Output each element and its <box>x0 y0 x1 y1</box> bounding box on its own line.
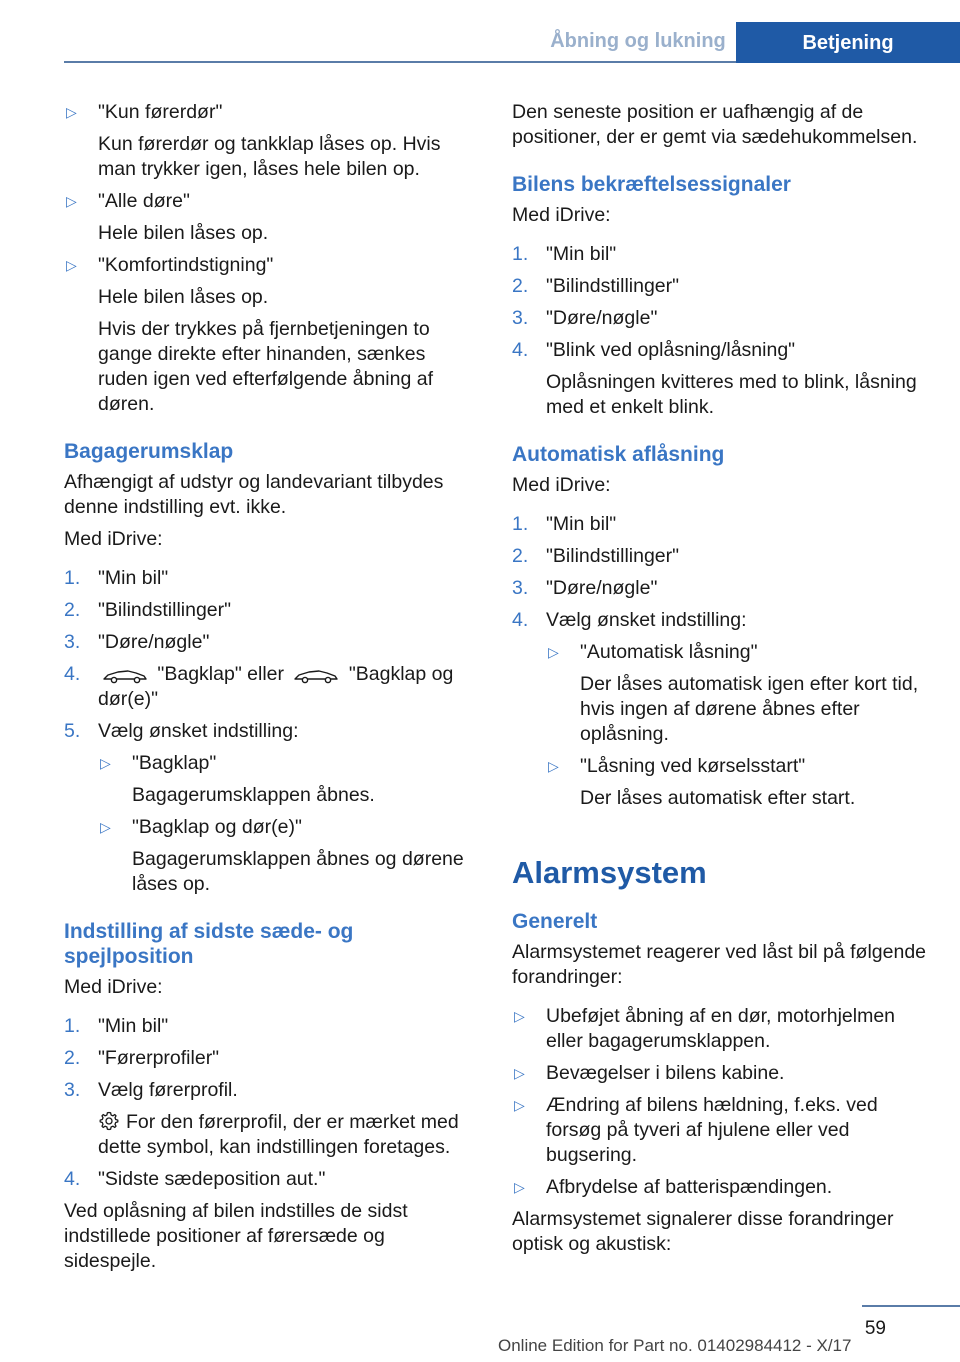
list-item <box>512 1175 930 1200</box>
step-text: "Bilindstillinger" <box>98 599 232 621</box>
option-title: "Alle døre" <box>98 190 190 212</box>
paragraph: Alarmsystemet reagerer ved låst bil på følgende forandringer: <box>512 941 927 988</box>
step-number: 4. <box>64 663 81 685</box>
list-item <box>512 242 930 267</box>
step-number: 4. <box>512 609 529 631</box>
list-item <box>98 815 480 897</box>
list-item <box>64 1014 480 1039</box>
footer-edition: Online Edition for Part no. 01402984412 - X/17 <box>498 1336 852 1355</box>
car-tailgate-doors-icon <box>293 666 339 684</box>
list-item <box>64 662 480 712</box>
triangle-bullet-icon: ▷ <box>514 1097 525 1113</box>
bullet-text: Bevægelser i bilens kabine. <box>546 1062 785 1084</box>
step-number: 1. <box>64 567 81 589</box>
section-heading: Bilens bekræftelsessignaler <box>512 173 791 196</box>
paragraph: Afhængigt af udstyr og landevariant tilbydes denne indstilling evt. ikke. <box>64 471 444 518</box>
header-section-title: Åbning og lukning <box>550 30 726 52</box>
option-title: "Låsning ved kørselsstart" <box>580 755 806 777</box>
step-text: Vælg ønsket indstilling: <box>98 720 299 742</box>
left-column <box>64 100 480 1281</box>
option-title: "Automatisk låsning" <box>580 641 758 663</box>
step-text: "Bagklap og dør(e)" <box>98 663 454 710</box>
step-text: "Førerprofiler" <box>98 1047 220 1069</box>
list-item <box>512 1061 930 1086</box>
section-heading: Automatisk aflåsning <box>512 443 725 466</box>
step-text: "Sidste sædeposition aut." <box>98 1168 326 1190</box>
gear-icon <box>98 1110 120 1132</box>
note <box>98 1110 480 1160</box>
triangle-bullet-icon: ▷ <box>548 644 559 660</box>
list-item <box>64 1167 480 1192</box>
list-item <box>64 189 480 246</box>
step-text: Vælg ønsket indstilling: <box>546 609 747 631</box>
step-text: "Min bil" <box>546 513 617 535</box>
list-item <box>512 512 930 537</box>
step-number: 2. <box>512 545 529 567</box>
option-description: Bagagerumsklappen åbnes. <box>132 784 375 806</box>
list-item <box>64 1046 480 1071</box>
list-item <box>64 1078 480 1160</box>
bullet-text: Afbrydelse af batterispændingen. <box>546 1176 833 1198</box>
option-description: Hvis der trykkes på fjernbetjeningen to gange direkte efter hinanden, sænkes ruden igen ved efterfølgende åbning af døren. <box>98 318 433 415</box>
list-item <box>512 306 930 331</box>
step-number: 4. <box>512 339 529 361</box>
list-item <box>512 274 930 299</box>
list-item <box>64 253 480 417</box>
option-description: Der låses automatisk igen efter kort tid, hvis ingen af dørene åbnes efter oplåsning. <box>580 673 919 745</box>
step-text: "Bilindstillinger" <box>546 545 680 567</box>
step-text: "Bagklap" eller <box>157 663 285 685</box>
list-item <box>512 1093 930 1168</box>
paragraph: Ved oplåsning af bilen indstilles de sidst indstillede positioner af førersæde og sidespejle. <box>64 1200 408 1272</box>
section-heading: Indstilling af sidste sæde- og spejlposition <box>64 920 354 968</box>
step-number: 4. <box>64 1168 81 1190</box>
paragraph: Den seneste position er uafhængig af de positioner, der er gemt via sædehukommelsen. <box>512 101 918 148</box>
triangle-bullet-icon: ▷ <box>100 819 111 835</box>
step-number: 2. <box>64 1047 81 1069</box>
page-number: 59 <box>864 1318 886 1339</box>
list-item <box>98 751 480 808</box>
triangle-bullet-icon: ▷ <box>514 1065 525 1081</box>
step-text: "Min bil" <box>98 567 169 589</box>
step-number: 1. <box>512 243 529 265</box>
step-description: Oplåsningen kvitteres med to blink, låsning med et enkelt blink. <box>546 371 917 418</box>
step-text: "Blink ved oplåsning/låsning" <box>546 339 796 361</box>
list-item <box>546 640 930 747</box>
note-text: For den førerprofil, der er mærket med dette symbol, kan indstillingen foretages. <box>98 1111 459 1158</box>
list-item <box>512 338 930 420</box>
step-text: "Døre/nøgle" <box>546 577 658 599</box>
paragraph: Med iDrive: <box>64 528 163 550</box>
step-text: "Min bil" <box>546 243 617 265</box>
bullet-text: Ændring af bilens hældning, f.eks. ved forsøg på tyveri af hjulene eller ved bugsering. <box>546 1094 878 1166</box>
header-chapter-tab: Betjening <box>736 22 960 63</box>
triangle-bullet-icon: ▷ <box>66 104 77 120</box>
paragraph: Alarmsystemet signalerer disse forandringer optisk og akustisk: <box>512 1208 894 1255</box>
step-number: 3. <box>512 307 529 329</box>
triangle-bullet-icon: ▷ <box>514 1179 525 1195</box>
list-item <box>512 576 930 601</box>
list-item <box>512 544 930 569</box>
option-title: "Kun førerdør" <box>98 101 223 123</box>
paragraph: Med iDrive: <box>512 474 611 496</box>
list-item <box>64 100 480 182</box>
option-description: Hele bilen låses op. <box>98 222 269 244</box>
step-text: Vælg førerprofil. <box>98 1079 238 1101</box>
car-tailgate-icon <box>102 666 148 684</box>
step-number: 5. <box>64 720 81 742</box>
step-number: 2. <box>64 599 81 621</box>
right-column <box>512 100 930 1264</box>
option-description: Hele bilen låses op. <box>98 286 269 308</box>
footer-rule <box>862 1305 960 1307</box>
list-item <box>546 754 930 811</box>
list-item <box>64 598 480 623</box>
paragraph: Med iDrive: <box>64 976 163 998</box>
list-item <box>512 608 930 811</box>
chapter-heading: Alarmsystem <box>512 855 707 890</box>
step-number: 3. <box>64 631 81 653</box>
list-item <box>64 566 480 591</box>
option-title: "Komfortindstigning" <box>98 254 274 276</box>
triangle-bullet-icon: ▷ <box>514 1008 525 1024</box>
triangle-bullet-icon: ▷ <box>548 758 559 774</box>
option-description: Der låses automatisk efter start. <box>580 787 856 809</box>
option-title: "Bagklap og dør(e)" <box>132 816 302 838</box>
step-text: "Døre/nøgle" <box>546 307 658 329</box>
step-text: "Døre/nøgle" <box>98 631 210 653</box>
bullet-text: Ubeføjet åbning af en dør, motorhjelmen eller bagagerumsklappen. <box>546 1005 896 1052</box>
triangle-bullet-icon: ▷ <box>100 755 111 771</box>
list-item <box>512 1004 930 1054</box>
option-description: Bagagerumsklappen åbnes og dørene låses op. <box>132 848 464 895</box>
step-text: "Bilindstillinger" <box>546 275 680 297</box>
section-heading: Generelt <box>512 910 598 933</box>
step-text: "Min bil" <box>98 1015 169 1037</box>
step-number: 3. <box>512 577 529 599</box>
section-heading: Bagagerumsklap <box>64 440 234 463</box>
option-description: Kun førerdør og tankklap låses op. Hvis man trykker igen, låses hele bilen op. <box>98 133 441 180</box>
option-title: "Bagklap" <box>132 752 217 774</box>
step-number: 2. <box>512 275 529 297</box>
step-number: 3. <box>64 1079 81 1101</box>
triangle-bullet-icon: ▷ <box>66 257 77 273</box>
step-number: 1. <box>512 513 529 535</box>
step-number: 1. <box>64 1015 81 1037</box>
paragraph: Med iDrive: <box>512 204 611 226</box>
list-item <box>64 719 480 897</box>
triangle-bullet-icon: ▷ <box>66 193 77 209</box>
list-item <box>64 630 480 655</box>
